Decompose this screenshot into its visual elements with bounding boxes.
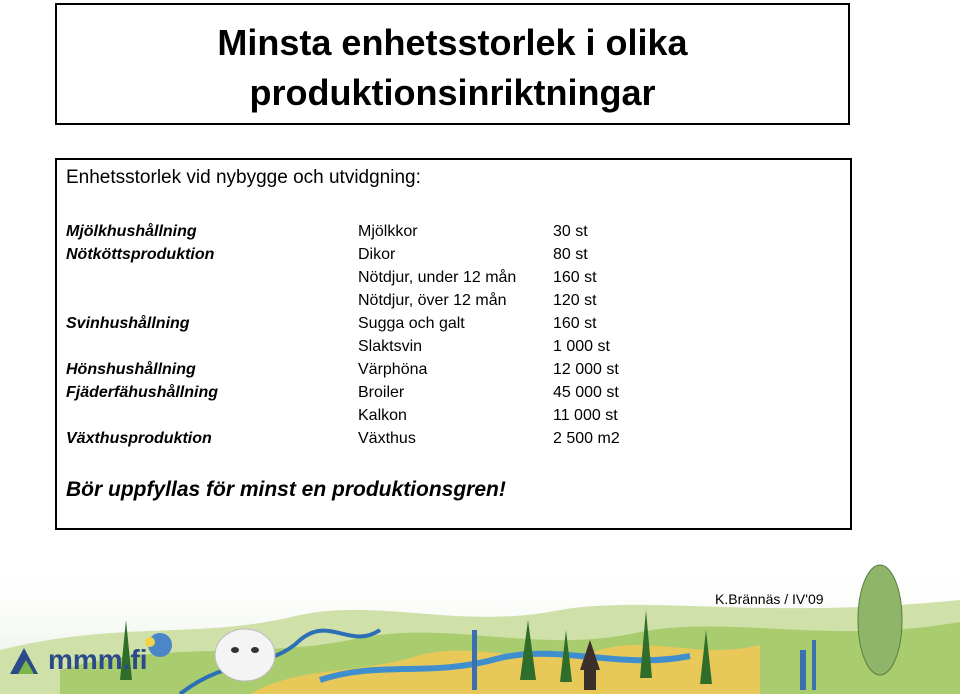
- sector-cell: Nötköttsproduktion: [66, 246, 215, 263]
- amount-cell: 45 000 st: [553, 384, 619, 401]
- amount-cell: 160 st: [553, 315, 597, 332]
- amount-cell: 30 st: [553, 223, 588, 240]
- table-row: [57, 427, 850, 450]
- credit-text: K.Brännäs / IV'09: [715, 591, 824, 607]
- amount-cell: 1 000 st: [553, 338, 610, 355]
- table-row: [57, 335, 850, 358]
- table-row: [57, 266, 850, 289]
- type-cell: Nötdjur, över 12 mån: [358, 292, 507, 309]
- table-row: [57, 312, 850, 335]
- mmm-logo-icon: [8, 642, 44, 678]
- page-title-line-2: produktionsinriktningar: [249, 72, 656, 113]
- type-cell: Kalkon: [358, 407, 407, 424]
- type-cell: Växthus: [358, 430, 416, 447]
- content-box: [55, 158, 852, 530]
- sector-cell: Fjäderfähushållning: [66, 384, 219, 401]
- type-cell: Mjölkkor: [358, 223, 418, 240]
- page-title-line-1: Minsta enhetsstorlek i olika: [217, 22, 688, 63]
- table-row: [57, 220, 850, 243]
- type-cell: Sugga och galt: [358, 315, 465, 332]
- table-row: [57, 289, 850, 312]
- table-row: [57, 243, 850, 266]
- logo-text: mmm.fi: [48, 644, 148, 675]
- sector-cell: Växthusproduktion: [66, 430, 212, 447]
- sector-cell: Svinhushållning: [66, 315, 190, 332]
- table-row: [57, 381, 850, 404]
- type-cell: Broiler: [358, 384, 405, 401]
- type-cell: Slaktsvin: [358, 338, 423, 355]
- amount-cell: 160 st: [553, 269, 597, 286]
- amount-cell: 120 st: [553, 292, 597, 309]
- sector-cell: Mjölkhushållning: [66, 223, 197, 240]
- type-cell: Värphöna: [358, 361, 428, 378]
- amount-cell: 80 st: [553, 246, 588, 263]
- amount-cell: 11 000 st: [553, 407, 618, 424]
- amount-cell: 2 500 m2: [553, 430, 620, 447]
- intro-text: Enhetsstorlek vid nybygge och utvidgning:: [66, 167, 421, 188]
- footer-note: Bör uppfyllas för minst en produktionsgren!: [66, 478, 506, 501]
- amount-cell: 12 000 st: [553, 361, 619, 378]
- title-box: [55, 3, 850, 125]
- sector-cell: Hönshushållning: [66, 361, 196, 378]
- mmm-logo: [8, 640, 148, 680]
- table-row: [57, 404, 850, 427]
- table-row: [57, 358, 850, 381]
- type-cell: Nötdjur, under 12 mån: [358, 269, 517, 286]
- type-cell: Dikor: [358, 246, 396, 263]
